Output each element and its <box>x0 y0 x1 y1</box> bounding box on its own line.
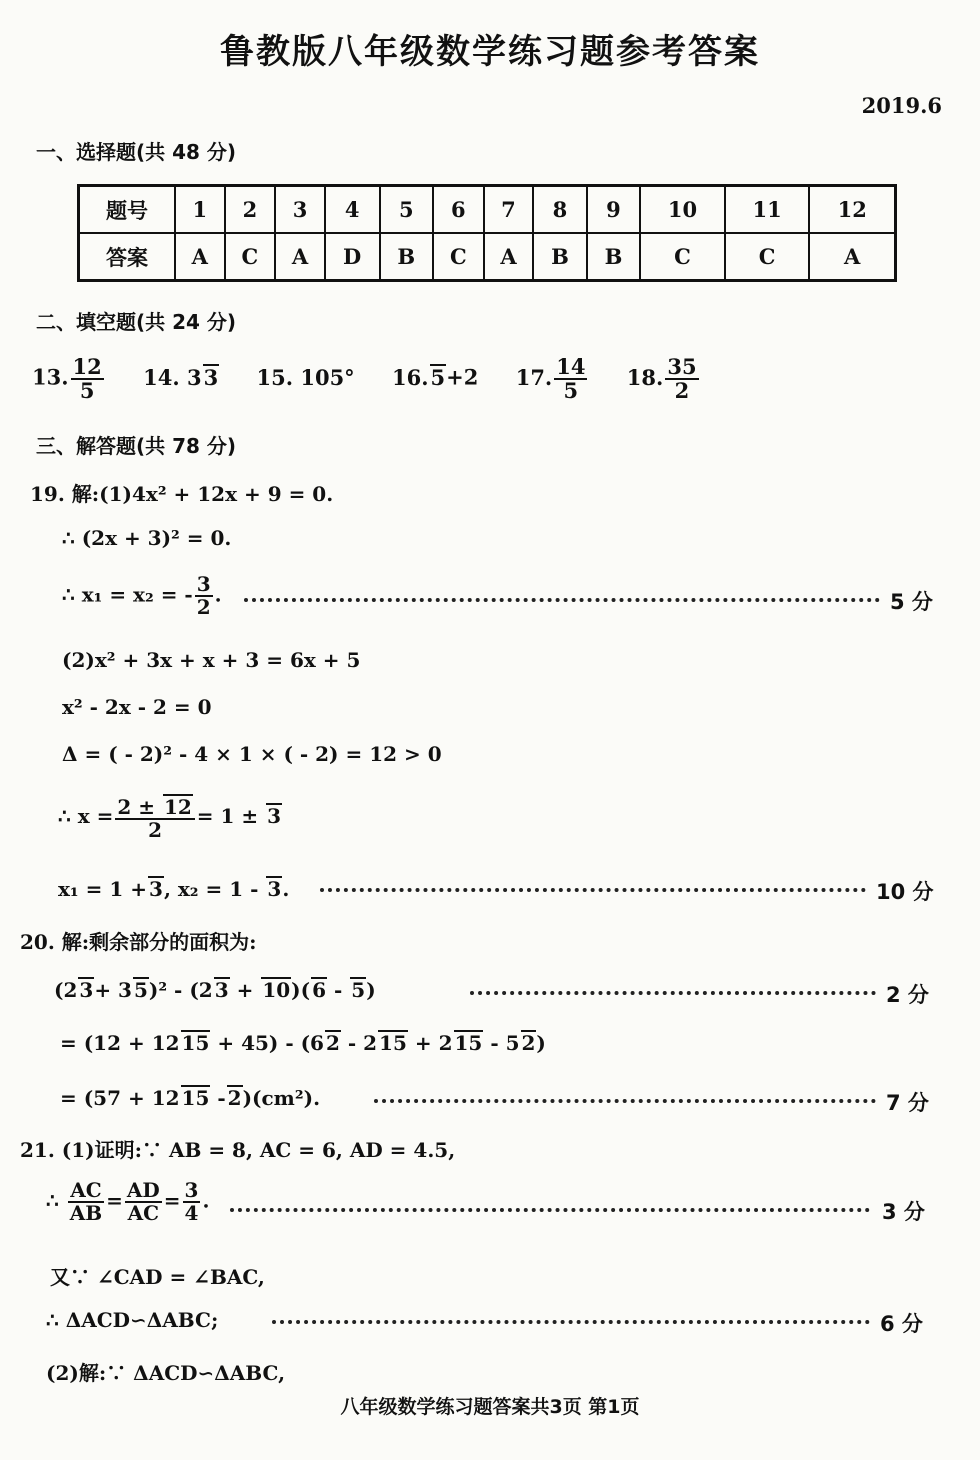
section-1-heading: 一、选择题(共 48 分) <box>36 140 237 164</box>
section-2-heading: 二、填空题(共 24 分) <box>36 310 237 334</box>
row-label-number: 题号 <box>79 186 176 234</box>
denominator: 4 <box>184 1201 199 1225</box>
table-cell: 12 <box>809 186 895 234</box>
expr: . <box>214 582 222 607</box>
radical: 15 <box>181 1086 210 1110</box>
radical: 3 <box>267 877 282 901</box>
fraction <box>125 1180 162 1224</box>
radical: 5 <box>133 978 148 1002</box>
denominator: AC <box>127 1201 160 1225</box>
score-label: 3 分 <box>882 1200 925 1224</box>
q20-line-4 <box>60 1085 320 1110</box>
q17-fraction <box>554 356 587 402</box>
score-label: 5 分 <box>890 590 933 614</box>
expr: ∴ <box>46 1188 59 1213</box>
table-cell: 10 <box>640 186 725 234</box>
table-cell: A <box>484 233 534 281</box>
dotted-leader <box>320 888 866 892</box>
table-cell: A <box>175 233 225 281</box>
q20-line-1: 20. 解:剩余部分的面积为: <box>20 930 257 954</box>
dotted-leader <box>230 1208 870 1212</box>
fraction <box>115 794 194 841</box>
q19-line-4: (2)x² + 3x + x + 3 = 6x + 5 <box>62 648 361 672</box>
q13-label: 13. <box>32 364 69 390</box>
q19-line-5: x² - 2x - 2 = 0 <box>62 695 212 719</box>
expr: . <box>202 1188 210 1213</box>
q21-line-5: (2)解:∵ ΔACD∽ΔABC, <box>46 1361 286 1385</box>
table-cell: 7 <box>484 186 534 234</box>
table-cell: C <box>640 233 725 281</box>
numerator: 35 <box>667 354 697 379</box>
table-cell: 3 <box>275 186 325 234</box>
radical: 3 <box>267 804 282 828</box>
q18-label: 18. <box>626 364 664 390</box>
expr: = (12 + 12 <box>60 1031 180 1055</box>
q21-line-2 <box>46 1180 209 1224</box>
expr: + 2 <box>414 1031 453 1055</box>
radical: 5 <box>351 978 366 1002</box>
table-cell: 1 <box>175 186 225 234</box>
q16-radical: 5 <box>430 364 446 390</box>
table-cell: A <box>275 233 325 281</box>
q19-line-3 <box>62 574 222 618</box>
q19-line-8 <box>58 876 289 901</box>
score-label: 2 分 <box>886 983 929 1007</box>
expr: ∴ x₁ = x₂ = - <box>62 582 193 607</box>
score-label: 10 分 <box>876 880 934 904</box>
score-label: 7 分 <box>886 1091 929 1115</box>
radical: 6 <box>312 978 327 1002</box>
section-3-heading: 三、解答题(共 78 分) <box>36 434 237 458</box>
table-row-numbers <box>79 186 896 234</box>
radical: 3 <box>149 877 163 901</box>
fill-answers-row <box>32 356 701 402</box>
expr: = <box>106 1188 123 1213</box>
denominator: 5 <box>563 378 579 404</box>
table-cell: C <box>433 233 484 281</box>
dotted-leader <box>272 1320 870 1324</box>
table-cell: B <box>587 233 640 281</box>
table-cell: 6 <box>433 186 484 234</box>
radical: 2 <box>521 1031 536 1055</box>
expr: + 3 <box>94 978 132 1002</box>
page-title: 鲁教版八年级数学练习题参考答案 <box>220 32 760 72</box>
expr: = <box>163 1188 181 1213</box>
q19-line-7 <box>58 794 282 841</box>
table-cell: C <box>225 233 276 281</box>
date: 2019.6 <box>861 93 942 118</box>
dotted-leader <box>374 1099 876 1103</box>
numerator: AC <box>68 1180 104 1203</box>
expr: - 5 <box>490 1031 520 1055</box>
q18-fraction <box>665 356 698 402</box>
expr: + <box>236 978 254 1002</box>
q16-label: 16. <box>392 364 429 390</box>
fraction <box>68 1180 104 1224</box>
expr: 2 ± <box>117 795 155 819</box>
expr: )( <box>291 978 311 1002</box>
radical: 3 <box>214 978 229 1002</box>
table-cell: 11 <box>725 186 810 234</box>
table-cell: A <box>809 233 895 281</box>
expr: - <box>334 978 343 1002</box>
table-cell: 5 <box>380 186 433 234</box>
q17-label: 17. <box>515 364 553 390</box>
numerator: 3 <box>196 572 211 596</box>
denominator: 2 <box>674 378 690 404</box>
q14-label: 14. 3 <box>143 364 202 390</box>
q20-line-3 <box>60 1030 546 1055</box>
answer-table <box>77 184 897 282</box>
q21-line-3: 又∵ ∠CAD = ∠BAC, <box>50 1265 265 1289</box>
q21-line-1: 21. (1)证明:∵ AB = 8, AC = 6, AD = 4.5, <box>20 1138 456 1162</box>
numerator: 3 <box>184 1178 199 1202</box>
radical: 2 <box>325 1031 340 1055</box>
q19-line-6: Δ = ( - 2)² - 4 × 1 × ( - 2) = 12 > 0 <box>62 742 442 766</box>
table-cell: B <box>533 233 586 281</box>
q19-line-2: ∴ (2x + 3)² = 0. <box>62 526 232 550</box>
numerator: 12 <box>72 354 102 379</box>
expr: )(cm²). <box>242 1086 321 1110</box>
numerator: 14 <box>556 354 586 379</box>
denominator: 2 <box>196 595 211 619</box>
expr: = (57 + 12 <box>60 1086 180 1110</box>
q20-line-2 <box>54 977 376 1002</box>
radical: 15 <box>181 1031 210 1055</box>
table-cell: 2 <box>225 186 276 234</box>
dotted-leader <box>470 991 876 995</box>
expr: + 45) - (6 <box>217 1031 324 1055</box>
fraction <box>195 574 213 618</box>
table-row-answers <box>79 233 896 281</box>
expr: . <box>282 877 290 901</box>
score-label: 6 分 <box>880 1312 923 1336</box>
radical: 2 <box>227 1086 242 1110</box>
table-cell: 8 <box>533 186 586 234</box>
dotted-leader <box>244 598 880 602</box>
radical: 10 <box>262 978 291 1002</box>
expr: = 1 ± <box>196 804 259 828</box>
page-footer: 八年级数学练习题答案共3页 第1页 <box>340 1396 640 1418</box>
expr: - 2 <box>347 1031 378 1055</box>
expr: ) <box>366 978 376 1002</box>
denominator: AB <box>69 1201 103 1225</box>
denominator: 2 <box>148 818 163 842</box>
expr: )² - (2 <box>148 978 213 1002</box>
radical: 15 <box>379 1031 407 1055</box>
expr: ) <box>536 1031 546 1055</box>
expr: - <box>217 1086 226 1110</box>
expr: , x₂ = 1 - <box>163 877 259 901</box>
row-label-answer: 答案 <box>79 233 176 281</box>
q16-tail: +2 <box>446 364 479 390</box>
expr: (2 <box>54 978 78 1002</box>
q15-answer: 15. 105° <box>256 364 355 390</box>
table-cell: B <box>380 233 433 281</box>
table-cell: C <box>725 233 810 281</box>
expr: x₁ = 1 + <box>58 877 148 901</box>
q14-radical: 3 <box>203 364 219 390</box>
numerator: AD <box>126 1178 160 1202</box>
table-cell: 4 <box>325 186 380 234</box>
q21-line-4: ∴ ΔACD∽ΔABC; <box>46 1308 219 1332</box>
fraction <box>183 1180 201 1224</box>
radical: 3 <box>79 978 94 1002</box>
q19-line-1: 19. 解:(1)4x² + 12x + 9 = 0. <box>30 482 334 506</box>
q13-fraction <box>71 356 104 402</box>
radical: 12 <box>163 795 192 819</box>
numerator <box>115 794 194 820</box>
expr: ∴ x = <box>58 804 114 828</box>
radical: 15 <box>454 1031 483 1055</box>
denominator: 5 <box>79 378 95 404</box>
table-cell: D <box>325 233 380 281</box>
table-cell: 9 <box>587 186 640 234</box>
